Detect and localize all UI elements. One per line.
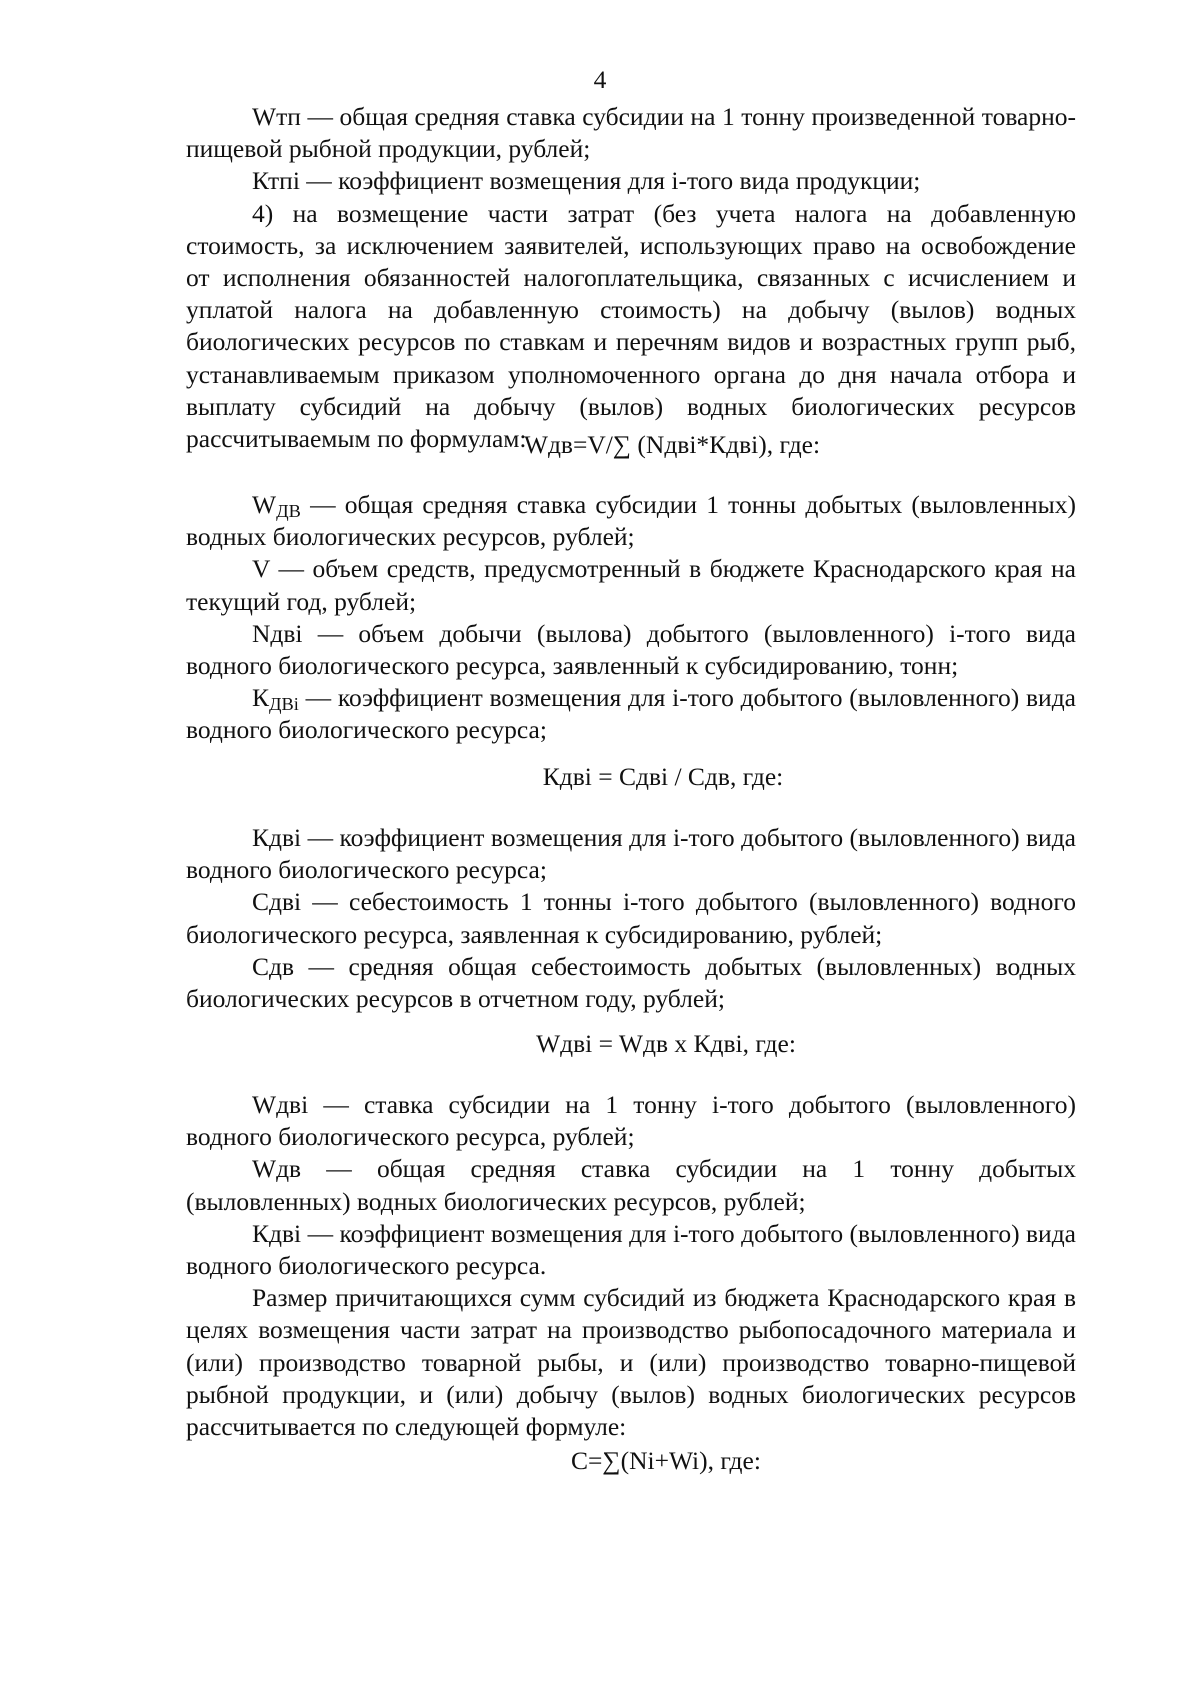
formula-total-subsidy: С=∑(Ni+Wi), где:: [571, 1446, 761, 1475]
term-symbol: Nдвi: [252, 618, 303, 648]
definition-paragraph: [186, 1153, 1076, 1217]
paragraph-group: [186, 1089, 1076, 1443]
term-subscript: ДВi: [269, 694, 299, 715]
term-symbol: Wтп: [252, 102, 301, 131]
definition-paragraph: [186, 101, 1076, 165]
paragraph-text: — ставка субсидии на 1 тонну i-того добытого (выловленного) водного биологического ресурса, рублей;: [186, 1090, 1076, 1152]
paragraph-group: [186, 101, 1076, 455]
formula-subsidy-rate: Wдв=V/∑ (Nдвi*Кдвi), где:: [523, 430, 821, 459]
paragraph-text: 4) на возмещение части затрат (без учета налога на добавленную стоимость, за исключением заявителей, использующих право на освобождение от исполнения обязанностей налогоплательщика, связанных с исчислением и уплатой налога на добавленную стоимость) на добычу (вылов) водных биологических ресурсов по ставкам и перечням видов и возрастных групп рыб, устанавливаемым приказом уполномоченного органа до дня начала отбора и выплату субсидий на добычу (вылов) водных биологических ресурсов рассчитываемым по формулам:: [186, 198, 1076, 454]
definition-paragraph: [186, 198, 1076, 456]
paragraph-group: [186, 822, 1076, 1015]
paragraph-text: — коэффициент возмещения для i-того добытого (выловленного) вида водного биологического ресурса.: [186, 1218, 1076, 1281]
term-symbol: Wдв: [252, 1154, 302, 1184]
definition-paragraph: [186, 553, 1076, 617]
term-symbol: Сдвi: [252, 887, 302, 917]
paragraph-text: — общая средняя ставка субсидии на 1 тонну произведенной товарно-пищевой рыбной продукции, рублей;: [186, 102, 1076, 164]
paragraph-text: — объем добычи (вылова) добытого (выловленного) i-того вида водного биологического ресурса, заявленный к субсидированию, тонн;: [186, 618, 1076, 681]
definition-paragraph: [186, 489, 1076, 553]
definition-paragraph: [186, 886, 1076, 950]
paragraph-text: — общая средняя ставка субсидии 1 тонны добытых (выловленных) водных биологических ресурсов, рублей;: [186, 490, 1076, 552]
term-symbol: Сдв: [252, 951, 295, 981]
term-symbol: W: [252, 490, 277, 519]
definition-paragraph: [186, 822, 1076, 886]
paragraph-text: — себестоимость 1 тонны i-того добытого (выловленного) водного биологического ресурса, заявленная к субсидированию, рублей;: [186, 887, 1076, 949]
definition-paragraph: [186, 165, 1076, 197]
definition-paragraph: [186, 682, 1076, 746]
term-symbol: V: [252, 554, 270, 584]
term-symbol: Кдвi: [252, 1218, 302, 1248]
page-number: 4: [593, 65, 607, 94]
paragraph-group: [186, 489, 1076, 747]
term-symbol: Кдвi: [252, 823, 302, 852]
paragraph-text: — средняя общая себестоимость добытых (выловленных) водных биологических ресурсов в отчетном году, рублей;: [186, 951, 1076, 1014]
definition-paragraph: [186, 951, 1076, 1015]
definition-paragraph: [186, 1218, 1076, 1282]
formula-rate-per-type: Wдвi = Wдв x Кдвi, где:: [536, 1029, 796, 1058]
formula-coefficient: Кдвi = Сдвi / Сдв, где:: [542, 762, 784, 791]
paragraph-text: Размер причитающихся сумм субсидий из бюджета Краснодарского края в целях возмещения части затрат на производство рыбопосадочного материала и (или) производство товарной рыбы, и (или) производство товарно-пищевой рыбной продукции, и (или) добычу (вылов) водных биологических ресурсов рассчитывается по следующей формуле:: [186, 1283, 1076, 1442]
definition-paragraph: [186, 1089, 1076, 1153]
paragraph-text: — общая средняя ставка субсидии на 1 тонну добытых (выловленных) водных биологических ресурсов, рублей;: [186, 1154, 1076, 1216]
term-symbol: Ктпi: [252, 166, 300, 196]
term-subscript: ДВ: [276, 501, 301, 522]
term-symbol: Wдвi: [252, 1090, 309, 1119]
paragraph-text: — коэффициент возмещения для i-того добытого (выловленного) вида водного биологического ресурса;: [186, 823, 1076, 885]
paragraph-text: — коэффициент возмещения для i-того добытого (выловленного) вида водного биологического ресурса;: [186, 683, 1076, 745]
term-symbol: К: [252, 683, 270, 713]
definition-paragraph: [186, 618, 1076, 682]
definition-paragraph: [186, 1282, 1076, 1443]
paragraph-text: — коэффициент возмещения для i-того вида продукции;: [299, 166, 921, 196]
paragraph-text: — объем средств, предусмотренный в бюджете Краснодарского края на текущий год, рублей;: [186, 554, 1076, 616]
